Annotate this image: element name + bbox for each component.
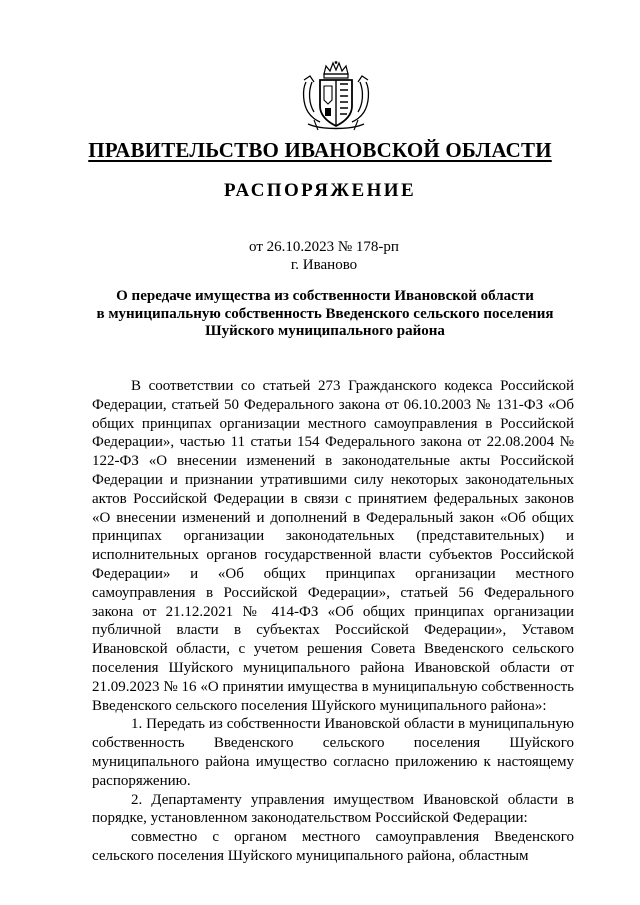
document-body bbox=[92, 377, 574, 866]
preamble-paragraph: В соответствии со статьей 273 Гражданского кодекса Российской Федерации, статьей 50 Федерального закона от 06.10.2003 № 131-ФЗ «Об общих принципах организации местного самоуправления в Российской Федерации», частью 11 статьи 154 Федерального закона от 22.08.2004 № 122-ФЗ «О внесении изменений в законодательные акты Российской Федерации и признании утратившими силу некоторых законодательных актов Российской Федерации в связи с принятием федеральных законов «О внесении изменений и дополнений в Федеральный закон «Об общих принципах организации законодательных (представительных) и исполнительных органов государственной власти субъектов Российской Федерации» и «Об общих принципах организации местного самоуправления в Российской Федерации», статьей 56 Федерального закона от 21.12.2021 № 414-ФЗ «Об общих принципах организации публичной власти в субъектах Российской Федерации», Уставом Ивановской области, с учетом решения Совета Введенского сельского поселения Шуйского муниципального района Ивановской области от 21.09.2023 № 16 «О принятии имущества в муниципальную собственность Введенского сельского поселения Шуйского муниципального района»: bbox=[92, 378, 574, 714]
document-type: РАСПОРЯЖЕНИЕ bbox=[223, 180, 417, 201]
item-2-paragraph: 2. Департаменту управления имуществом Ивановской области в порядке, установленном законодательством Российской Федерации: bbox=[92, 791, 574, 827]
subject-line: Шуйского муниципального района bbox=[205, 323, 445, 339]
document-city: г. Иваново bbox=[290, 257, 358, 273]
item-2-sub-paragraph: совместно с органом местного самоуправления Введенского сельского поселения Шуйского муниципального района, областным bbox=[92, 829, 574, 864]
document-date-number: от 26.10.2023 № 178-рп bbox=[249, 239, 399, 255]
coat-of-arms-icon bbox=[298, 60, 374, 132]
item-1-paragraph: 1. Передать из собственности Ивановской области в муниципальную собственность Введенского сельского поселения Шуйского муниципального района имущество согласно приложению к настоящему распоряжению. bbox=[92, 716, 574, 789]
document-subject bbox=[80, 288, 570, 341]
subject-line: в муниципальную собственность Введенского сельского поселения bbox=[96, 305, 554, 322]
organization-title: ПРАВИТЕЛЬСТВО ИВАНОВСКОЙ ОБЛАСТИ bbox=[88, 138, 552, 162]
subject-line: О передаче имущества из собственности Ивановской области bbox=[116, 288, 534, 304]
